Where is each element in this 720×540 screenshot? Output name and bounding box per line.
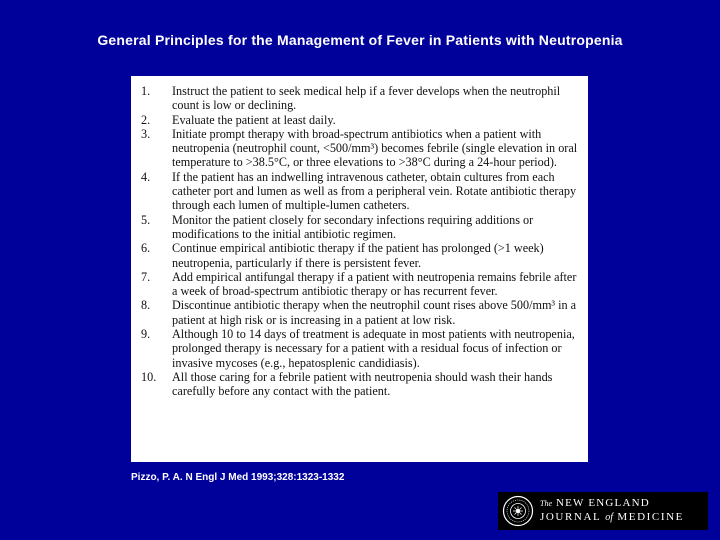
document-image	[131, 76, 588, 462]
item-number: 8.	[141, 298, 151, 313]
item-text: Evaluate the patient at least daily.	[172, 112, 336, 127]
item-number: 7.	[141, 269, 151, 284]
item-text: Instruct the patient to seek medical help if a fever develops when the neutrophil count is low or declining.	[172, 84, 561, 113]
item-text: Initiate prompt therapy with broad-spectrum antibiotics when a patient with neutropenia (neutrophil count, <500/mm³) becomes febrile (single elevation in oral temperature to >38.5°C, or three elevations to >38°C during a 24-hour period).	[172, 126, 578, 170]
item-number: 1.	[141, 84, 151, 98]
list-item	[141, 241, 578, 270]
logo-medicine: MEDICINE	[617, 511, 684, 523]
list-item	[141, 270, 578, 299]
item-text: Continue empirical antibiotic therapy if the patient has prolonged (>1 week) neutropenia, particularly if there is persistent fever.	[172, 241, 544, 270]
item-text: Add empirical antifungal therapy if a patient with neutropenia remains febrile after a week of broad-spectrum antibiotic therapy or has recurrent fever.	[172, 269, 577, 299]
item-text: Discontinue antibiotic therapy when the neutrophil count rises above 500/mm³ in a patient at high risk or is increasing in a patient at low risk.	[172, 298, 577, 327]
list-item	[141, 113, 578, 127]
item-text: Monitor the patient closely for secondary infections requiring additions or modifications to the initial antibiotic regimen.	[172, 212, 534, 241]
item-number: 5.	[141, 212, 151, 227]
logo-new-england: NEW ENGLAND	[555, 497, 650, 509]
list-item	[141, 84, 578, 113]
item-number: 10.	[141, 369, 157, 384]
list-item	[141, 127, 578, 170]
logo-journal: JOURNAL	[540, 511, 601, 523]
list-item	[141, 213, 578, 242]
logo-of: of	[605, 512, 614, 523]
item-number: 4.	[141, 169, 151, 184]
slide-title: General Principles for the Management of Fever in Patients with Neutropenia	[97, 32, 623, 48]
principles-list	[141, 84, 578, 399]
item-number: 2.	[141, 112, 151, 127]
list-item	[141, 170, 578, 213]
nejm-logo	[498, 492, 708, 530]
item-number: 3.	[141, 126, 151, 141]
item-text: All those caring for a febrile patient with neutropenia should wash their hands carefully before any contact with the patient.	[172, 369, 553, 399]
item-number: 9.	[141, 327, 151, 342]
list-item	[141, 298, 578, 327]
item-text: Although 10 to 14 days of treatment is adequate in most patients with neutropenia, prolonged therapy is necessary for a patient with a residual focus of infection or invasive mycoses (e.g., hepatosplenic candidiasis).	[172, 327, 575, 370]
list-item	[141, 327, 578, 370]
nejm-wordmark	[540, 497, 684, 525]
item-number: 6.	[141, 241, 151, 256]
item-text: If the patient has an indwelling intravenous catheter, obtain cultures from each catheter port and lumen as well as from a peripheral vein. Rotate antibiotic therapy through each lumen of multiple-lumen catheters.	[172, 169, 577, 213]
logo-the: The	[540, 499, 552, 508]
citation: Pizzo, P. A. N Engl J Med 1993;328:1323-1332	[131, 472, 345, 483]
seal-icon	[502, 495, 534, 527]
list-item	[141, 370, 578, 399]
